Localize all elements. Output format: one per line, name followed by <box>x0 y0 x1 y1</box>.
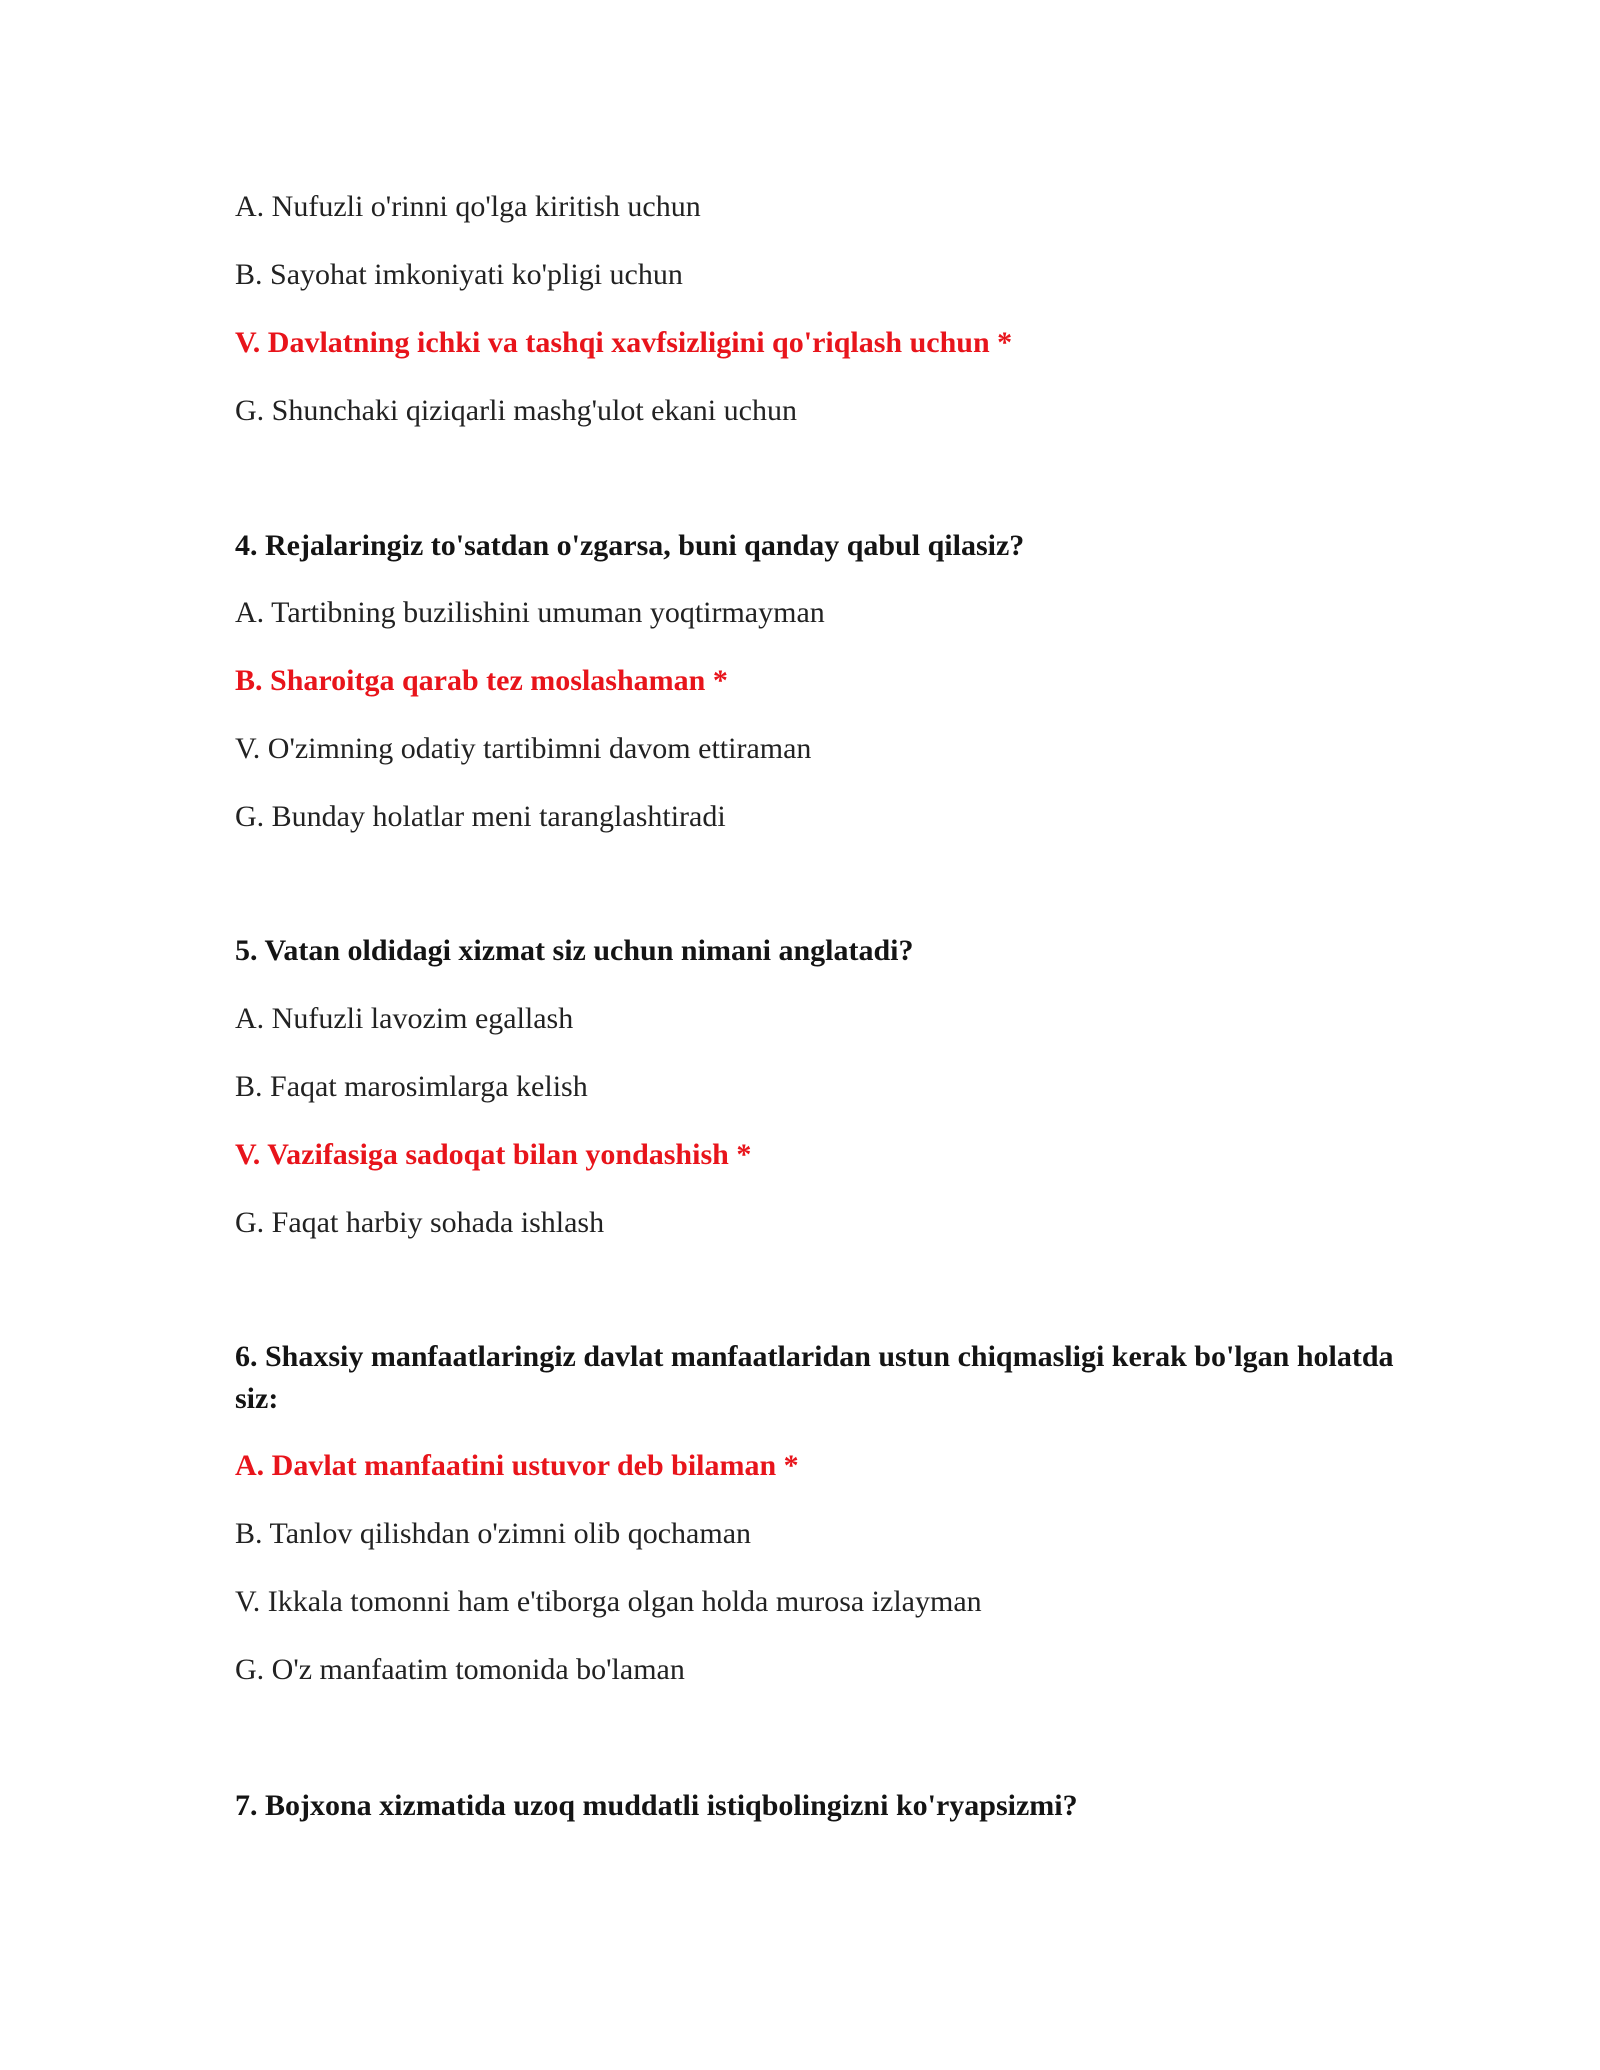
q5-question: 5. Vatan oldidagi xizmat siz uchun nimani anglatadi? <box>235 934 914 967</box>
q5-option-g: G. Faqat harbiy sohada ishlash <box>235 1206 605 1239</box>
q6-option-g: G. O'z manfaatim tomonida bo'laman <box>235 1653 685 1686</box>
q4-question: 4. Rejalaringiz to'satdan o'zgarsa, buni qanday qabul qilasiz? <box>235 529 1025 562</box>
q4-option-b-correct: B. Sharoitga qarab tez moslashaman * <box>235 664 728 697</box>
q3-option-a: A. Nufuzli o'rinni qo'lga kiritish uchun <box>235 190 701 223</box>
q3-option-g: G. Shunchaki qiziqarli mashg'ulot ekani uchun <box>235 394 797 427</box>
q4-option-a: A. Tartibning buzilishini umuman yoqtirmayman <box>235 596 825 629</box>
q4-option-v: V. O'zimning odatiy tartibimni davom ettiraman <box>235 732 812 765</box>
q6-question: 6. Shaxsiy manfaatlaringiz davlat manfaatlaridan ustun chiqmasligi kerak bo'lgan holatda siz: <box>235 1340 1394 1415</box>
q5-option-v-correct: V. Vazifasiga sadoqat bilan yondashish * <box>235 1138 752 1171</box>
q5-option-a: A. Nufuzli lavozim egallash <box>235 1002 574 1035</box>
q7-question: 7. Bojxona xizmatida uzoq muddatli istiqbolingizni ko'ryapsizmi? <box>235 1789 1078 1822</box>
q4-option-g: G. Bunday holatlar meni taranglashtiradi <box>235 800 726 833</box>
q3-option-v-correct: V. Davlatning ichki va tashqi xavfsizligini qo'riqlash uchun * <box>235 326 1013 359</box>
q6-option-a-correct: A. Davlat manfaatini ustuvor deb bilaman * <box>235 1449 799 1482</box>
q6-option-v: V. Ikkala tomonni ham e'tiborga olgan holda murosa izlayman <box>235 1585 982 1618</box>
q6-option-b: B. Tanlov qilishdan o'zimni olib qochaman <box>235 1517 752 1550</box>
q5-option-b: B. Faqat marosimlarga kelish <box>235 1070 588 1103</box>
q3-option-b: B. Sayohat imkoniyati ko'pligi uchun <box>235 258 683 291</box>
